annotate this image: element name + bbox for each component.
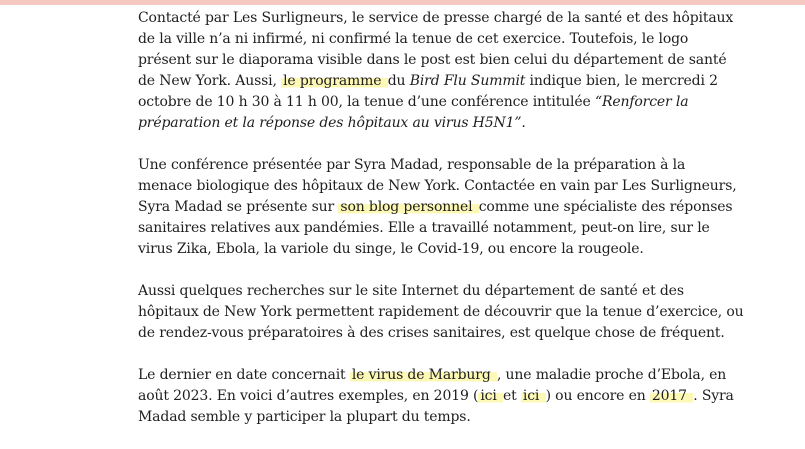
text-segment: Le dernier en date concernait [138, 367, 350, 383]
text-segment: . Syra [693, 388, 734, 404]
text-line [138, 71, 758, 92]
text-line: Une conférence présentée par Syra Madad, responsable de la préparation à la [138, 157, 686, 173]
emphasis-conference-title: “Renforcer la [594, 94, 689, 110]
text-segment: ) ou encore en [545, 388, 650, 404]
text-line [138, 92, 758, 113]
top-accent-bar [0, 0, 805, 5]
text-line: Contacté par Les Surligneurs, le service de presse chargé de la santé et des hôpitaux [138, 10, 734, 26]
text-line [138, 365, 758, 386]
link-programme[interactable]: le programme [283, 73, 386, 89]
paragraph-3 [138, 281, 758, 344]
text-line: présent sur le diaporama visible dans le post est bien celui du département de santé [138, 52, 727, 68]
text-segment: indique bien, le mercredi 2 [525, 73, 718, 89]
link-ici-2[interactable]: ici [522, 388, 544, 404]
text-line: hôpitaux de New York permettent rapidement de découvrir que la tenue d’exercice, ou [138, 304, 744, 320]
link-ici-1[interactable]: ici [480, 388, 501, 404]
link-2017[interactable]: 2017 [651, 388, 692, 404]
link-blog-personnel[interactable]: son blog personnel [340, 199, 477, 215]
text-segment: Syra Madad se présente sur [138, 199, 339, 215]
emphasis-bird-flu-summit: Bird Flu Summit [409, 73, 526, 89]
text-segment: comme une spécialiste des réponses [478, 199, 733, 215]
text-line: menace biologique des hôpitaux de New York. Contactée en vain par Les Surligneurs, [138, 178, 737, 194]
text-segment: du [387, 73, 410, 89]
emphasis-conference-title-cont: préparation et la réponse des hôpitaux au virus H5N1” [138, 115, 522, 131]
text-line: de rendez-vous préparatoires à des crises sanitaires, est quelque chose de fréquent. [138, 325, 725, 341]
text-line [138, 386, 758, 407]
text-segment: octobre de 10 h 30 à 11 h 00, la tenue d’une conférence intitulée [138, 94, 595, 110]
text-line: Madad semble y participer la plupart du temps. [138, 409, 471, 425]
text-segment: , une maladie proche d’Ebola, en [496, 367, 727, 383]
paragraph-2 [138, 155, 758, 260]
link-virus-marburg[interactable]: le virus de Marburg [351, 367, 495, 383]
text-segment: et [502, 388, 521, 404]
text-line: de la ville n’a ni infirmé, ni confirmé la tenue de cet exercice. Toutefois, le logo [138, 31, 689, 47]
text-line: virus Zika, Ebola, la variole du singe, le Covid-19, ou encore la rougeole. [138, 241, 644, 257]
text-segment: . [521, 115, 526, 131]
paragraph-1 [138, 8, 758, 134]
paragraph-4 [138, 365, 758, 428]
text-line: sanitaires relatives aux pandémies. Elle a travaillé notamment, peut-on lire, sur le [138, 220, 710, 236]
text-line [138, 113, 758, 134]
text-line: Aussi quelques recherches sur le site Internet du département de santé et des [138, 283, 684, 299]
text-line [138, 197, 758, 218]
text-segment: août 2023. En voici d’autres exemples, en 2019 ( [138, 388, 479, 404]
text-segment: de New York. Aussi, [138, 73, 282, 89]
article-body [138, 8, 758, 449]
